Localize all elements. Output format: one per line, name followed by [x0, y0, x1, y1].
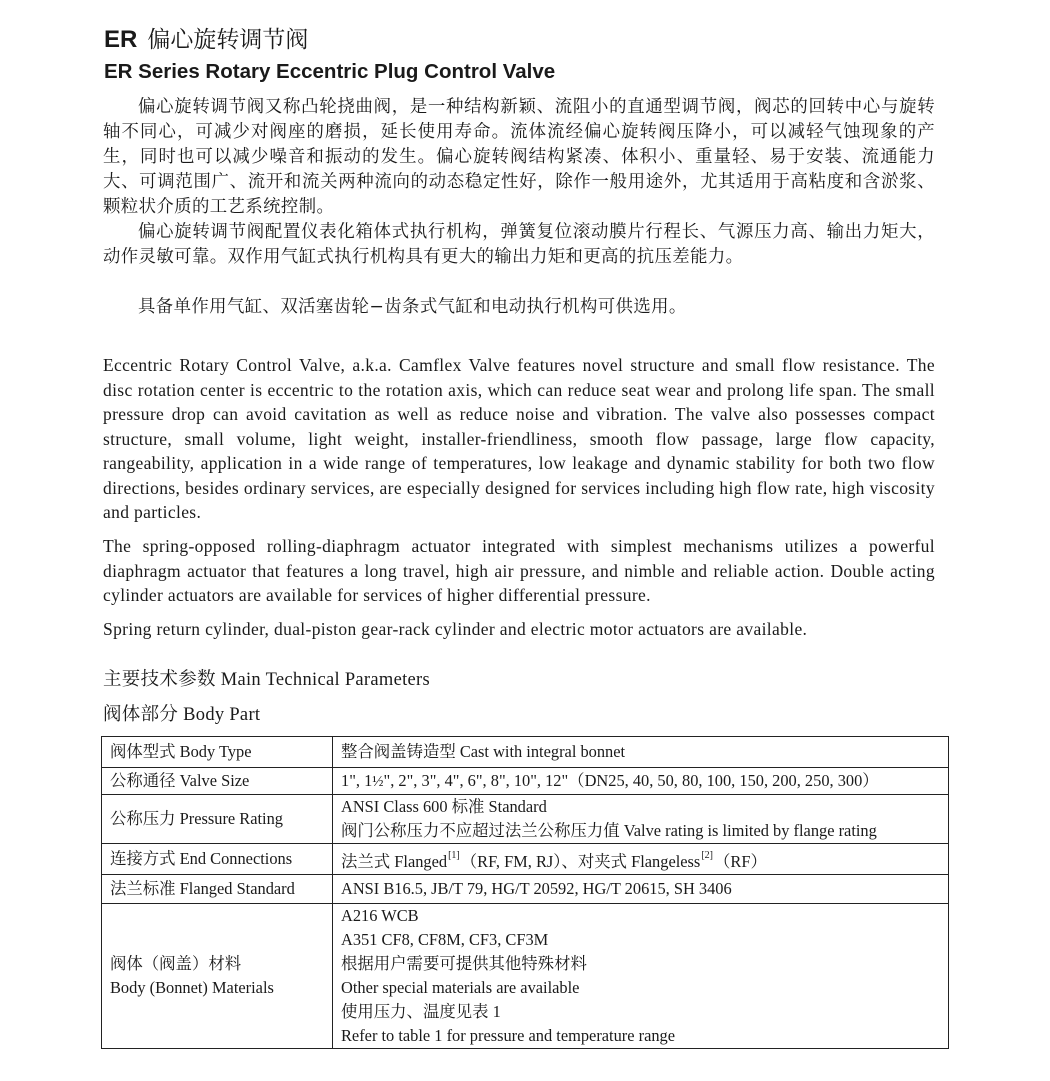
valve-size-rest: ", 2", 3", 4", 6", 8", 10", 12"（DN25, 40, 50, 80, 100, 150, 200, 250, 300） [383, 770, 879, 790]
page-title-cn [104, 24, 308, 55]
main-params-heading: 主要技术参数 Main Technical Parameters [103, 670, 431, 690]
end-conn-flanged: 法兰式 Flanged [341, 852, 448, 871]
materials-line: 根据用户需要可提供其他特殊材料 [341, 954, 587, 973]
materials-line: 使用压力、温度见表 1 [341, 1002, 501, 1021]
pressure-rating-line: 阀门公称压力不应超过法兰公称压力值 Valve rating is limited by flange rating [341, 821, 877, 840]
intro-cn-paragraph-1: 偏心旋转调节阀又称凸轮挠曲阀，是一种结构新颖、流阻小的直通型调节阀，阀芯的回转中心与旋转轴不同心，可减少对阀座的磨损，延长使用寿命。流体流经偏心旋转阀压降小，可以减轻气蚀现象的产生，同时也可以减少噪音和振动的发生。偏心旋转阀结构紧凑、体积小、重量轻、易于安装、流通能力大、可调范围广、流开和流关两种流向的动态稳定性好，除作一般用途外，尤其适用于高粘度和含淤浆、颗粒状介质的工艺系统控制。 [103, 97, 935, 217]
intro-cn-paragraph-2: 偏心旋转调节阀配置仪表化箱体式执行机构，弹簧复位滚动膜片行程长、气源压力高、输出力矩大，动作灵敏可靠。双作用气缸式执行机构具有更大的输出力矩和更高的抗压差能力。 [103, 222, 935, 267]
param-value [333, 844, 949, 875]
page-title-en: ER Series Rotary Eccentric Plug Control Valve [104, 60, 556, 83]
table-row-body-type [102, 737, 949, 768]
table-row-valve-size [102, 768, 949, 795]
end-conn-flangeless: （RF, FM, RJ）、对夹式 Flangeless [460, 852, 701, 871]
valve-size-prefix: 1", 1 [341, 770, 373, 790]
materials-line: Refer to table 1 for pressure and temperature range [341, 1026, 676, 1045]
body-part-table [101, 736, 949, 1049]
materials-label-cn: 阀体（阀盖）材料 [110, 954, 242, 973]
table-row-end-connections [102, 844, 949, 875]
materials-label-en: Body (Bonnet) Materials [110, 978, 274, 997]
intro-en-paragraph-1: Eccentric Rotary Control Valve, a.k.a. Camflex Valve features novel structure and small flow resistance. The disc rotation center is eccentric to the rotation axis, which can reduce seat wear and prolong life span. The small pressure drop can avoid cavitation as well as reduce noise and vibration. The valve also possesses compact structure, small volume, light weight, installer-friendliness, smooth flow passage, large flow capacity, rangeability, application in a wide range of temperatures, low leakage and dynamic stability for both two flow directions, besides ordinary services, are especially designed for services including high flow rate, high viscosity and particles. [103, 355, 935, 522]
body-part-heading: 阀体部分 Body Part [103, 705, 261, 725]
param-label: 法兰标准 Flanged Standard [102, 875, 333, 904]
intro-en-paragraph-3: Spring return cylinder, dual-piston gear-rack cylinder and electric motor actuators are available. [103, 619, 808, 639]
valve-size-fraction: ½ [372, 773, 384, 790]
table-row-materials [102, 904, 949, 1049]
param-label: 阀体型式 Body Type [102, 737, 333, 768]
footnote-ref-2: [2] [701, 850, 713, 861]
param-value: ANSI B16.5, JB/T 79, HG/T 20592, HG/T 20615, SH 3406 [333, 875, 949, 904]
footnote-ref-1: [1] [448, 850, 460, 861]
pressure-rating-line: ANSI Class 600 标准 Standard [341, 797, 547, 816]
param-value [333, 795, 949, 844]
intro-en-paragraph-2: The spring-opposed rolling-diaphragm actuator integrated with simplest mechanisms utilizes a powerful diaphragm actuator that features a long travel, high air pressure, and nimble and reliable action. Double acting cylinder actuators are available for services of higher differential pressure. [103, 536, 935, 605]
title-cn-text: 偏心旋转调节阀 [147, 26, 309, 52]
param-label [102, 904, 333, 1049]
param-label: 公称压力 Pressure Rating [102, 795, 333, 844]
materials-line: Other special materials are available [341, 978, 580, 997]
param-label: 公称通径 Valve Size [102, 768, 333, 795]
param-value [333, 904, 949, 1049]
table-row-pressure-rating [102, 795, 949, 844]
materials-line: A216 WCB [341, 906, 419, 925]
intro-cn-paragraph-3: 具备单作用气缸、双活塞齿轮−齿条式气缸和电动执行机构可供选用。 [138, 297, 687, 317]
end-conn-rf: （RF） [714, 852, 767, 871]
series-code: ER [104, 26, 138, 53]
materials-line: A351 CF8, CF8M, CF3, CF3M [341, 930, 549, 949]
param-value: 整合阀盖铸造型 Cast with integral bonnet [333, 737, 949, 768]
table-row-flanged-standard [102, 875, 949, 904]
param-value [333, 768, 949, 795]
param-label: 连接方式 End Connections [102, 844, 333, 875]
